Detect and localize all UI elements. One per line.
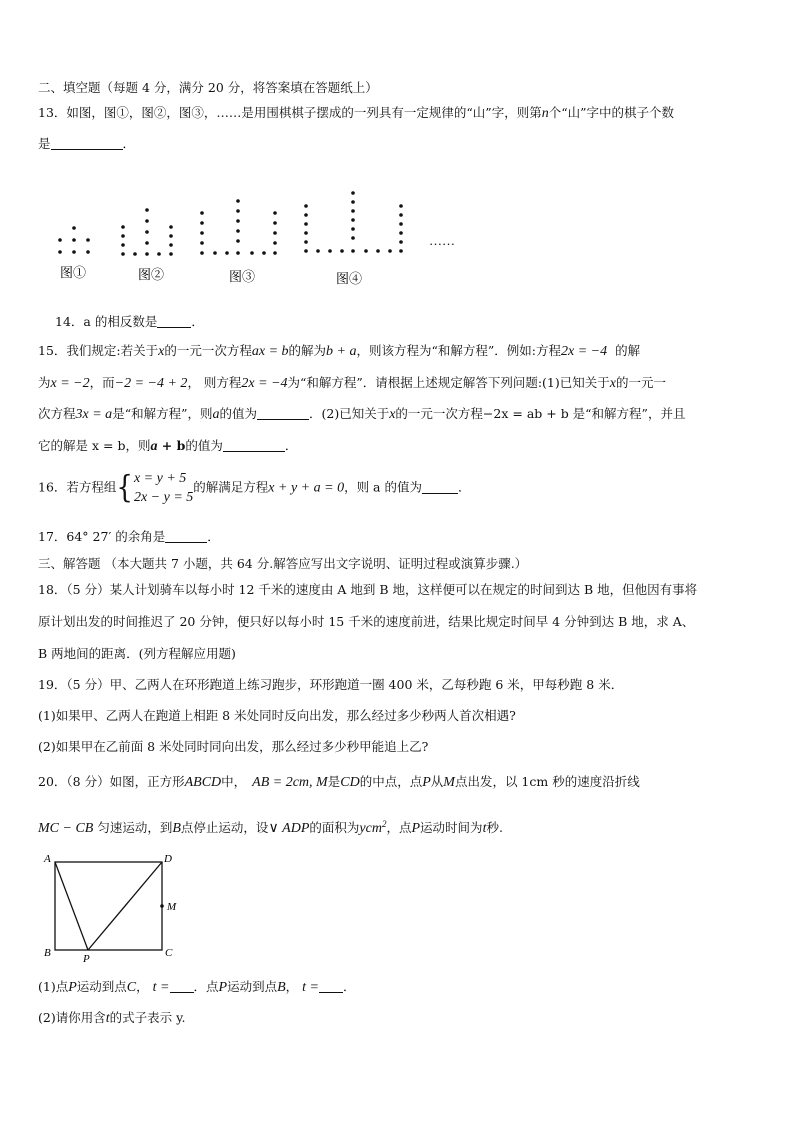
- question-15-line-1: [38, 342, 640, 361]
- section-2-heading: 二、填空题（每题 4 分，满分 20 分，将答案填在答题纸上）: [38, 80, 378, 95]
- q16-eq: x + y + a = 0: [268, 480, 345, 496]
- question-20-part-1: [38, 978, 356, 997]
- q15-x-3: x: [389, 407, 396, 422]
- q20-s1h: B: [277, 980, 286, 995]
- q15-blank-2: [223, 438, 285, 452]
- q15-l4a: 它的解是 x = b，则: [38, 438, 151, 453]
- q13-text-d: ．: [122, 136, 136, 151]
- question-15-line-3: [38, 405, 685, 424]
- question-18-line-1: 18．（5 分）某人计划骑车以每小时 12 千米的速度由 A 地到 B 地，这样便可以在规定的时间到达 B 地，但他因有事将: [38, 582, 698, 597]
- label-p: P: [83, 953, 90, 965]
- q20-l1a: 20．（8 分）如图，正方形: [38, 774, 185, 789]
- q15-eq5: 2x = −4: [241, 376, 288, 391]
- label-b: B: [44, 947, 51, 959]
- q15-l4e: ．: [284, 438, 298, 453]
- q15-l2c: ， 则方程: [187, 375, 242, 390]
- question-16: [38, 469, 471, 507]
- q15-x: x: [158, 344, 165, 359]
- q15-l1a: 15．我们规定:若关于: [38, 343, 159, 358]
- q15-l2b: ，而: [89, 375, 115, 390]
- segment-dp: [88, 862, 162, 950]
- q15-l2a: 为: [38, 375, 51, 390]
- question-19-part-2: (2)如果甲在乙前面 8 米处同时同向出发，那么经过多少秒甲能追上乙?: [38, 739, 429, 754]
- q15-blank-1: [257, 406, 309, 420]
- q15-l1b: 的一元一次方程: [164, 343, 252, 358]
- section-3-heading: 三、解答题 （本大题共 7 小题，共 64 分.解答应写出文字说明、证明过程或演算步骤.）: [38, 556, 528, 571]
- q20-path: MC − CB: [38, 821, 94, 837]
- q16-text-b: 的解满足方程: [193, 479, 269, 495]
- figure-3-label: 图③: [229, 269, 256, 284]
- q20-l1e: 从: [430, 774, 444, 789]
- q20-m: M: [443, 775, 455, 790]
- q15-l3c: 的值为: [219, 406, 257, 421]
- q15-l4c: + b: [157, 438, 186, 453]
- q20-l2b: 点停止运动，设: [180, 820, 269, 836]
- q16-text-a: 16．若方程组: [38, 479, 117, 495]
- q20-l2d: ，点: [386, 820, 412, 836]
- q15-l2d: 为“和解方程”．请根据上述规定解答下列问题:(1)已知关于: [287, 375, 610, 390]
- figure-ellipsis: ……: [429, 233, 455, 248]
- q15-l1d: ，则该方程为“和解方程”．例如:方程: [356, 343, 561, 358]
- question-17: [38, 528, 220, 546]
- q15-a: a: [212, 407, 220, 422]
- q20-s1a: (1)点: [38, 979, 69, 994]
- figure-4-label: 图④: [336, 271, 363, 286]
- q20-triangle: ∨ ADP: [268, 821, 310, 837]
- q16-eq1: x = y + 5: [133, 471, 187, 486]
- q14-text-end: ．: [191, 314, 204, 329]
- q15-eq4: −2 = −4 + 2: [114, 376, 188, 391]
- q15-eq6: 3x = a: [75, 407, 113, 422]
- q16-brace: {: [116, 470, 133, 506]
- q20-area: ycm: [359, 821, 382, 837]
- q13-text-b: 个“山”字中的棋子个数: [548, 105, 674, 120]
- q20-s1d: ，: [136, 979, 149, 994]
- q15-l4b: a: [150, 439, 158, 454]
- q20-cd: CD: [340, 775, 360, 790]
- q20-p-2: P: [411, 821, 421, 837]
- q13-shan-figure: [40, 185, 480, 295]
- q20-blank-1: [170, 979, 194, 993]
- q20-cond: AB = 2cm, M: [252, 775, 328, 790]
- figure-2-label: 图②: [138, 267, 165, 282]
- q20-s1f: ．点: [193, 979, 219, 994]
- q20-s1i: ，: [285, 979, 299, 994]
- question-19-part-1: (1)如果甲、乙两人在跑道上相距 8 米处同时反向出发，那么经过多少秒两人首次相遇?: [38, 708, 516, 723]
- segment-ap: [55, 862, 88, 950]
- question-15-line-4: [38, 437, 297, 456]
- q15-sol1: b + a: [326, 344, 357, 359]
- question-15-line-2: [38, 374, 666, 393]
- q14-text: 14．a 的相反数是: [55, 314, 158, 329]
- q15-l3d: ．(2)已知关于: [308, 406, 390, 421]
- figure-2-dots: [121, 208, 173, 256]
- q20-s1e: t =: [152, 980, 170, 995]
- q13-n: n: [541, 106, 549, 121]
- question-14: [55, 313, 204, 331]
- figure-1-label: 图①: [60, 265, 87, 280]
- figure-3-dots: [200, 199, 277, 255]
- q15-l2e: 的一元一: [615, 375, 666, 390]
- q20-s1-p2: P: [218, 980, 228, 995]
- q13-text-c: 是: [38, 136, 51, 151]
- label-c: C: [165, 947, 173, 959]
- question-20-part-2: [38, 1009, 185, 1028]
- q20-l2a: 匀速运动，到: [97, 820, 173, 836]
- q20-s2b: t: [105, 1011, 110, 1026]
- q20-s1k: ．: [343, 979, 356, 994]
- q20-s1g: 运动到点: [227, 979, 278, 994]
- q20-l2c: 的面积为: [309, 820, 360, 836]
- q15-eq1: ax = b: [251, 344, 289, 359]
- q13-text-a: 13．如图，图①，图②，图③，……是用围棋棋子摆成的一列具有一定规律的“山”字，则第: [38, 105, 542, 120]
- q16-system: [134, 469, 193, 507]
- q20-b: B: [172, 821, 181, 837]
- q15-eq3: x = −2: [50, 376, 90, 391]
- q15-l1e: 的解: [615, 343, 641, 358]
- question-20-line-1: [38, 773, 640, 792]
- q17-answer-blank: [165, 529, 207, 543]
- q20-l2f: 秒.: [486, 820, 503, 836]
- label-m: M: [167, 901, 177, 913]
- q20-l1f: 点出发，以 1cm 秒的速度沿折线: [454, 774, 640, 789]
- q20-blank-2: [319, 979, 343, 993]
- q15-x-2: x: [609, 376, 616, 391]
- q20-s1c: C: [126, 980, 137, 995]
- question-18-line-3: B 两地间的距离．(列方程解应用题): [38, 646, 236, 661]
- q15-l3b: 是“和解方程”，则: [112, 406, 213, 421]
- q15-l4d: 的值为: [185, 438, 223, 453]
- q20-s1b: 运动到点: [76, 979, 127, 994]
- q16-text-d: ．: [457, 479, 471, 495]
- question-13-line-2: [38, 135, 135, 153]
- point-m: [160, 904, 164, 908]
- q17-text-end: ．: [207, 529, 220, 544]
- q20-s2c: 的式子表示 y.: [109, 1010, 186, 1025]
- figure-1-dots: [58, 226, 90, 254]
- q15-l1c: 的解为: [288, 343, 327, 358]
- q15-l3a: 次方程: [38, 406, 76, 421]
- q20-l1c: 是: [327, 774, 341, 789]
- q16-eq2: 2x − y = 5: [133, 490, 194, 505]
- q16-text-c: ，则 a 的值为: [344, 479, 422, 495]
- q20-l1b: 中，: [221, 774, 247, 789]
- q15-l3e: 的一元一次方程−2x = ab + b 是“和解方程”，并且: [395, 406, 686, 421]
- q20-p: P: [422, 775, 431, 790]
- figure-4-dots: [304, 191, 403, 253]
- label-a: A: [44, 853, 51, 865]
- question-19-line-1: 19．（5 分）甲、乙两人在环形跑道上练习跑步，环形跑道一圈 400 米，乙每秒跑 6 米，甲每秒跑 8 米．: [38, 677, 624, 692]
- q16-answer-blank: [422, 480, 458, 494]
- q13-answer-blank: [51, 136, 123, 150]
- q20-t: t: [482, 821, 487, 837]
- q20-l2e: 运动时间为: [420, 820, 483, 836]
- q20-s1j: t =: [302, 980, 320, 995]
- label-d: D: [164, 853, 172, 865]
- q17-text: 17．64° 27′ 的余角是: [38, 529, 166, 544]
- q20-sup: 2: [381, 819, 387, 829]
- q20-square-figure: [36, 850, 196, 965]
- q15-eq2: 2x = −4: [561, 344, 608, 359]
- question-13-line-1: [38, 104, 674, 123]
- question-18-line-2: 原计划出发的时间推迟了 20 分钟，便只好以每小时 15 千米的速度前进，结果比规定时间早 4 分钟到达 B 地，求 A、: [38, 614, 695, 629]
- q20-s2a: (2)请你用含: [38, 1010, 106, 1025]
- q20-square: ABCD: [184, 775, 222, 790]
- question-20-line-2: [38, 815, 503, 838]
- q14-answer-blank: [157, 314, 191, 328]
- q20-l1d: 的中点，点: [359, 774, 423, 789]
- q20-s1-p: P: [68, 980, 77, 995]
